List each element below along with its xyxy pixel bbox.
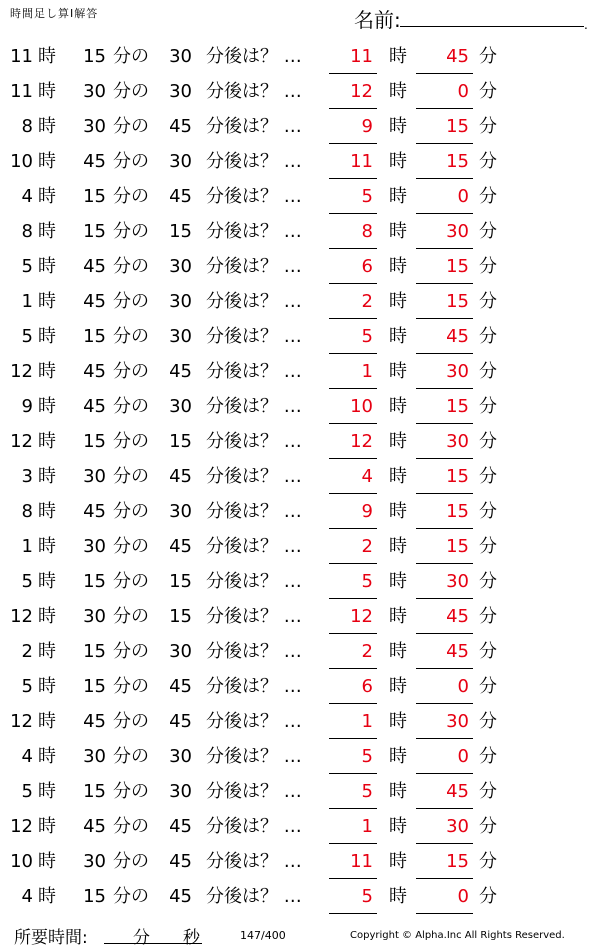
page-number: 147/400 <box>240 929 286 942</box>
after-question-label: 分後は？ … <box>206 151 302 172</box>
problem-row <box>0 215 600 250</box>
answer-minute: 45 <box>416 46 473 74</box>
hour-unit-label: 時 <box>38 676 56 697</box>
hour-unit-label: 時 <box>38 46 56 67</box>
hour-unit-label: 時 <box>38 396 56 417</box>
after-question-label: 分後は？ … <box>206 291 302 312</box>
answer-hour-unit-label: 時 <box>389 151 407 172</box>
problem-row <box>0 460 600 495</box>
start-hour: 8 <box>21 116 33 137</box>
start-minute: 15 <box>83 641 106 662</box>
answer-minute: 30 <box>416 361 473 389</box>
start-hour: 8 <box>21 501 33 522</box>
answer-hour: 12 <box>329 606 377 634</box>
minute-of-label: 分の <box>113 606 149 627</box>
answer-hour: 12 <box>329 431 377 459</box>
answer-hour-unit-label: 時 <box>389 396 407 417</box>
after-question-label: 分後は？ … <box>206 711 302 732</box>
hour-unit-label: 時 <box>38 291 56 312</box>
answer-hour-unit-label: 時 <box>389 851 407 872</box>
after-question-label: 分後は？ … <box>206 886 302 907</box>
answer-minute-unit-label: 分 <box>479 396 497 417</box>
added-minutes: 30 <box>169 326 192 347</box>
answer-hour: 10 <box>329 396 377 424</box>
after-question-label: 分後は？ … <box>206 186 302 207</box>
answer-hour-unit-label: 時 <box>389 46 407 67</box>
minute-of-label: 分の <box>113 851 149 872</box>
minute-of-label: 分の <box>113 746 149 767</box>
minute-of-label: 分の <box>113 151 149 172</box>
minute-of-label: 分の <box>113 256 149 277</box>
start-minute: 30 <box>83 466 106 487</box>
answer-hour: 11 <box>329 46 377 74</box>
answer-hour-unit-label: 時 <box>389 291 407 312</box>
minute-of-label: 分の <box>113 46 149 67</box>
name-label: 名前: <box>354 8 401 32</box>
name-underline <box>400 26 584 27</box>
answer-minute: 0 <box>416 186 473 214</box>
minute-of-label: 分の <box>113 466 149 487</box>
answer-hour: 5 <box>329 746 377 774</box>
answer-hour: 6 <box>329 256 377 284</box>
hour-unit-label: 時 <box>38 431 56 452</box>
after-question-label: 分後は？ … <box>206 81 302 102</box>
start-hour: 10 <box>10 851 33 872</box>
start-minute: 15 <box>83 326 106 347</box>
start-hour: 2 <box>21 641 33 662</box>
answer-minute: 45 <box>416 641 473 669</box>
minute-of-label: 分の <box>113 816 149 837</box>
answer-hour-unit-label: 時 <box>389 501 407 522</box>
after-question-label: 分後は？ … <box>206 781 302 802</box>
answer-minute-unit-label: 分 <box>479 256 497 277</box>
minute-of-label: 分の <box>113 501 149 522</box>
answer-minute: 15 <box>416 851 473 879</box>
answer-hour-unit-label: 時 <box>389 431 407 452</box>
hour-unit-label: 時 <box>38 256 56 277</box>
problem-row <box>0 530 600 565</box>
minute-of-label: 分の <box>113 361 149 382</box>
answer-minute: 45 <box>416 781 473 809</box>
added-minutes: 45 <box>169 816 192 837</box>
hour-unit-label: 時 <box>38 606 56 627</box>
after-question-label: 分後は？ … <box>206 746 302 767</box>
problem-row <box>0 810 600 845</box>
answer-minute: 0 <box>416 676 473 704</box>
after-question-label: 分後は？ … <box>206 536 302 557</box>
start-minute: 15 <box>83 46 106 67</box>
start-minute: 45 <box>83 396 106 417</box>
hour-unit-label: 時 <box>38 501 56 522</box>
answer-minute-unit-label: 分 <box>479 81 497 102</box>
answer-minute: 15 <box>416 396 473 424</box>
answer-hour-unit-label: 時 <box>389 676 407 697</box>
answer-minute-unit-label: 分 <box>479 221 497 242</box>
answer-minute: 15 <box>416 151 473 179</box>
after-question-label: 分後は？ … <box>206 606 302 627</box>
start-hour: 12 <box>10 816 33 837</box>
start-minute: 30 <box>83 746 106 767</box>
answer-minute-unit-label: 分 <box>479 571 497 592</box>
start-hour: 4 <box>21 746 33 767</box>
problem-row <box>0 880 600 915</box>
answer-hour: 5 <box>329 186 377 214</box>
start-hour: 12 <box>10 606 33 627</box>
answer-minute-unit-label: 分 <box>479 291 497 312</box>
answer-minute: 30 <box>416 711 473 739</box>
copyright-notice: Copyright © Alpha.Inc All Rights Reserved. <box>350 930 565 941</box>
added-minutes: 30 <box>169 641 192 662</box>
problem-row <box>0 425 600 460</box>
answer-hour-unit-label: 時 <box>389 361 407 382</box>
answer-hour-unit-label: 時 <box>389 536 407 557</box>
minute-of-label: 分の <box>113 536 149 557</box>
answer-minute-unit-label: 分 <box>479 641 497 662</box>
answer-minute-unit-label: 分 <box>479 886 497 907</box>
minute-of-label: 分の <box>113 221 149 242</box>
answer-hour: 6 <box>329 676 377 704</box>
problem-list <box>0 40 600 915</box>
minute-of-label: 分の <box>113 571 149 592</box>
start-hour: 5 <box>21 571 33 592</box>
answer-minute-unit-label: 分 <box>479 186 497 207</box>
answer-minute-unit-label: 分 <box>479 46 497 67</box>
after-question-label: 分後は？ … <box>206 256 302 277</box>
problem-row <box>0 600 600 635</box>
worksheet-title: 時間足し算Ⅰ解答 <box>10 7 99 20</box>
start-minute: 15 <box>83 676 106 697</box>
problem-row <box>0 705 600 740</box>
added-minutes: 45 <box>169 186 192 207</box>
start-hour: 11 <box>10 46 33 67</box>
added-minutes: 30 <box>169 81 192 102</box>
after-question-label: 分後は？ … <box>206 466 302 487</box>
answer-hour: 12 <box>329 81 377 109</box>
answer-hour-unit-label: 時 <box>389 221 407 242</box>
answer-hour-unit-label: 時 <box>389 781 407 802</box>
problem-row <box>0 775 600 810</box>
start-minute: 15 <box>83 886 106 907</box>
answer-minute: 30 <box>416 571 473 599</box>
start-hour: 12 <box>10 361 33 382</box>
after-question-label: 分後は？ … <box>206 851 302 872</box>
added-minutes: 30 <box>169 256 192 277</box>
answer-hour-unit-label: 時 <box>389 116 407 137</box>
name-trailing-dot: . <box>584 18 588 32</box>
start-minute: 30 <box>83 606 106 627</box>
problem-row <box>0 145 600 180</box>
added-minutes: 45 <box>169 886 192 907</box>
start-hour: 4 <box>21 886 33 907</box>
start-minute: 15 <box>83 431 106 452</box>
start-hour: 10 <box>10 151 33 172</box>
answer-hour: 2 <box>329 291 377 319</box>
added-minutes: 30 <box>169 151 192 172</box>
answer-minute: 15 <box>416 116 473 144</box>
hour-unit-label: 時 <box>38 746 56 767</box>
answer-minute: 0 <box>416 81 473 109</box>
minute-of-label: 分の <box>113 326 149 347</box>
answer-minute-unit-label: 分 <box>479 711 497 732</box>
answer-hour-unit-label: 時 <box>389 81 407 102</box>
problem-row <box>0 250 600 285</box>
after-question-label: 分後は？ … <box>206 46 302 67</box>
after-question-label: 分後は？ … <box>206 676 302 697</box>
answer-hour: 1 <box>329 711 377 739</box>
added-minutes: 30 <box>169 396 192 417</box>
hour-unit-label: 時 <box>38 711 56 732</box>
answer-hour: 5 <box>329 886 377 914</box>
start-hour: 11 <box>10 81 33 102</box>
start-minute: 45 <box>83 151 106 172</box>
added-minutes: 45 <box>169 466 192 487</box>
answer-minute: 0 <box>416 886 473 914</box>
answer-hour-unit-label: 時 <box>389 816 407 837</box>
start-hour: 5 <box>21 256 33 277</box>
start-minute: 30 <box>83 81 106 102</box>
hour-unit-label: 時 <box>38 116 56 137</box>
answer-minute: 30 <box>416 816 473 844</box>
answer-hour-unit-label: 時 <box>389 466 407 487</box>
problem-row <box>0 845 600 880</box>
hour-unit-label: 時 <box>38 851 56 872</box>
problem-row <box>0 40 600 75</box>
answer-hour-unit-label: 時 <box>389 571 407 592</box>
start-hour: 12 <box>10 711 33 732</box>
after-question-label: 分後は？ … <box>206 361 302 382</box>
added-minutes: 45 <box>169 536 192 557</box>
answer-hour: 5 <box>329 781 377 809</box>
added-minutes: 45 <box>169 361 192 382</box>
added-minutes: 15 <box>169 571 192 592</box>
answer-hour-unit-label: 時 <box>389 606 407 627</box>
start-hour: 12 <box>10 431 33 452</box>
after-question-label: 分後は？ … <box>206 326 302 347</box>
minute-of-label: 分の <box>113 711 149 732</box>
after-question-label: 分後は？ … <box>206 816 302 837</box>
time-required-label: 所要時間: <box>14 928 88 948</box>
answer-minute-unit-label: 分 <box>479 816 497 837</box>
answer-hour-unit-label: 時 <box>389 711 407 732</box>
problem-row <box>0 740 600 775</box>
answer-hour: 11 <box>329 851 377 879</box>
problem-row <box>0 180 600 215</box>
after-question-label: 分後は？ … <box>206 396 302 417</box>
start-minute: 15 <box>83 571 106 592</box>
answer-hour: 11 <box>329 151 377 179</box>
hour-unit-label: 時 <box>38 886 56 907</box>
answer-hour-unit-label: 時 <box>389 186 407 207</box>
answer-hour: 9 <box>329 116 377 144</box>
added-minutes: 45 <box>169 711 192 732</box>
minute-of-label: 分の <box>113 676 149 697</box>
start-minute: 45 <box>83 816 106 837</box>
answer-minute: 45 <box>416 326 473 354</box>
after-question-label: 分後は？ … <box>206 641 302 662</box>
problem-row <box>0 495 600 530</box>
answer-minute: 15 <box>416 501 473 529</box>
answer-hour: 1 <box>329 361 377 389</box>
minute-of-label: 分の <box>113 186 149 207</box>
added-minutes: 30 <box>169 501 192 522</box>
start-hour: 4 <box>21 186 33 207</box>
hour-unit-label: 時 <box>38 536 56 557</box>
problem-row <box>0 110 600 145</box>
problem-row <box>0 670 600 705</box>
answer-hour: 5 <box>329 571 377 599</box>
hour-unit-label: 時 <box>38 361 56 382</box>
hour-unit-label: 時 <box>38 641 56 662</box>
minute-of-label: 分の <box>113 431 149 452</box>
added-minutes: 15 <box>169 221 192 242</box>
start-hour: 9 <box>21 396 33 417</box>
answer-hour-unit-label: 時 <box>389 746 407 767</box>
minute-of-label: 分の <box>113 641 149 662</box>
start-minute: 45 <box>83 256 106 277</box>
answer-minute: 15 <box>416 536 473 564</box>
start-minute: 15 <box>83 186 106 207</box>
answer-minute-unit-label: 分 <box>479 676 497 697</box>
time-second-label: 秒 <box>183 928 200 948</box>
start-hour: 1 <box>21 536 33 557</box>
added-minutes: 30 <box>169 781 192 802</box>
start-minute: 45 <box>83 501 106 522</box>
start-minute: 30 <box>83 536 106 557</box>
answer-minute-unit-label: 分 <box>479 781 497 802</box>
answer-minute-unit-label: 分 <box>479 466 497 487</box>
answer-minute-unit-label: 分 <box>479 361 497 382</box>
start-hour: 5 <box>21 781 33 802</box>
answer-hour-unit-label: 時 <box>389 641 407 662</box>
answer-minute: 15 <box>416 291 473 319</box>
start-minute: 45 <box>83 361 106 382</box>
answer-hour: 2 <box>329 641 377 669</box>
answer-hour-unit-label: 時 <box>389 326 407 347</box>
answer-minute: 45 <box>416 606 473 634</box>
after-question-label: 分後は？ … <box>206 221 302 242</box>
added-minutes: 30 <box>169 291 192 312</box>
minute-of-label: 分の <box>113 396 149 417</box>
minute-of-label: 分の <box>113 116 149 137</box>
after-question-label: 分後は？ … <box>206 571 302 592</box>
hour-unit-label: 時 <box>38 571 56 592</box>
answer-minute-unit-label: 分 <box>479 116 497 137</box>
added-minutes: 15 <box>169 606 192 627</box>
hour-unit-label: 時 <box>38 326 56 347</box>
answer-hour: 4 <box>329 466 377 494</box>
hour-unit-label: 時 <box>38 221 56 242</box>
added-minutes: 45 <box>169 676 192 697</box>
start-hour: 8 <box>21 221 33 242</box>
start-minute: 15 <box>83 781 106 802</box>
added-minutes: 45 <box>169 116 192 137</box>
problem-row <box>0 355 600 390</box>
answer-minute-unit-label: 分 <box>479 851 497 872</box>
problem-row <box>0 565 600 600</box>
answer-hour: 1 <box>329 816 377 844</box>
problem-row <box>0 285 600 320</box>
hour-unit-label: 時 <box>38 81 56 102</box>
problem-row <box>0 75 600 110</box>
added-minutes: 45 <box>169 851 192 872</box>
start-minute: 45 <box>83 291 106 312</box>
answer-minute: 30 <box>416 431 473 459</box>
minute-of-label: 分の <box>113 81 149 102</box>
answer-hour: 9 <box>329 501 377 529</box>
added-minutes: 15 <box>169 431 192 452</box>
start-minute: 30 <box>83 851 106 872</box>
start-minute: 30 <box>83 116 106 137</box>
time-minute-label: 分 <box>133 928 150 948</box>
hour-unit-label: 時 <box>38 781 56 802</box>
answer-hour: 8 <box>329 221 377 249</box>
answer-minute-unit-label: 分 <box>479 536 497 557</box>
answer-hour: 5 <box>329 326 377 354</box>
answer-minute-unit-label: 分 <box>479 151 497 172</box>
hour-unit-label: 時 <box>38 151 56 172</box>
problem-row <box>0 390 600 425</box>
added-minutes: 30 <box>169 746 192 767</box>
answer-minute: 30 <box>416 221 473 249</box>
answer-minute: 0 <box>416 746 473 774</box>
answer-minute: 15 <box>416 466 473 494</box>
answer-minute-unit-label: 分 <box>479 431 497 452</box>
answer-minute-unit-label: 分 <box>479 746 497 767</box>
answer-minute-unit-label: 分 <box>479 606 497 627</box>
start-hour: 5 <box>21 676 33 697</box>
answer-hour-unit-label: 時 <box>389 256 407 277</box>
added-minutes: 30 <box>169 46 192 67</box>
minute-of-label: 分の <box>113 291 149 312</box>
after-question-label: 分後は？ … <box>206 431 302 452</box>
hour-unit-label: 時 <box>38 466 56 487</box>
start-hour: 5 <box>21 326 33 347</box>
answer-minute-unit-label: 分 <box>479 326 497 347</box>
start-minute: 15 <box>83 221 106 242</box>
minute-of-label: 分の <box>113 886 149 907</box>
start-minute: 45 <box>83 711 106 732</box>
start-hour: 3 <box>21 466 33 487</box>
after-question-label: 分後は？ … <box>206 116 302 137</box>
answer-minute-unit-label: 分 <box>479 501 497 522</box>
problem-row <box>0 320 600 355</box>
minute-of-label: 分の <box>113 781 149 802</box>
answer-hour: 2 <box>329 536 377 564</box>
after-question-label: 分後は？ … <box>206 501 302 522</box>
answer-minute: 15 <box>416 256 473 284</box>
answer-hour-unit-label: 時 <box>389 886 407 907</box>
hour-unit-label: 時 <box>38 186 56 207</box>
start-hour: 1 <box>21 291 33 312</box>
hour-unit-label: 時 <box>38 816 56 837</box>
problem-row <box>0 635 600 670</box>
